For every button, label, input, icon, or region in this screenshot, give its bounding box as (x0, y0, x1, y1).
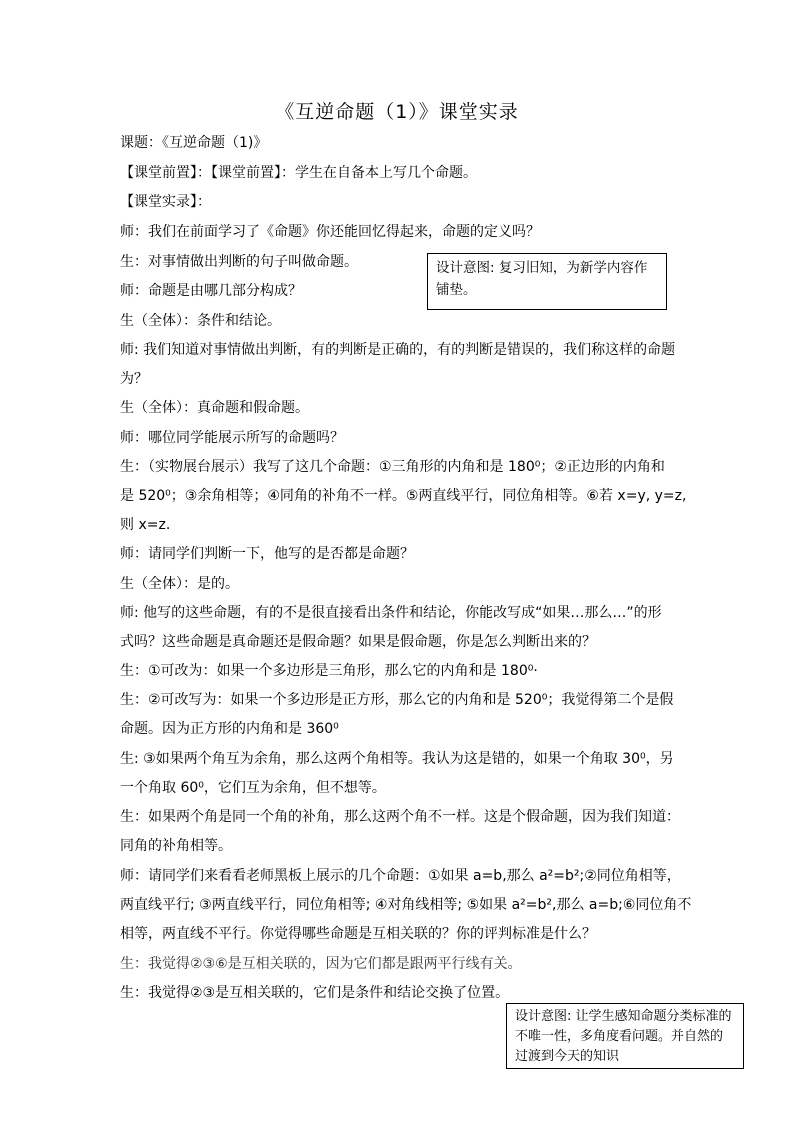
text-line: 生：我觉得②③是互相关联的，它们是条件和结论交换了位置。 (120, 985, 510, 1001)
text-line: 生（全体）：是的。 (120, 576, 239, 592)
text-line: 是 520⁰；③余角相等；④同角的补角不一样。⑤两直线平行，同位角相等。⑥若 x=y, y=z, (120, 488, 687, 504)
text-line: 生：（实物展台展示）我写了这几个命题：①三角形的内角和是 180⁰；②正边形的内角和 (120, 459, 665, 475)
design-intent-note: 设计意图: 让学生感知命题分类标准的不唯一性，多角度看问题。并自然的过渡到今天的知识 (506, 1003, 744, 1069)
document-title: 《互逆命题（1）》课堂实录 (275, 101, 519, 123)
text-line: 师: 他写的这些命题，有的不是很直接看出条件和结论，你能改写成“如果…那么…”的形 (120, 605, 662, 621)
text-line: 【课堂前置】：【课堂前置】：学生在自备本上写几个命题。 (120, 165, 477, 181)
text-line: 师：请同学们判断一下，他写的是否都是命题？ (120, 546, 414, 562)
text-line: 相等，两直线不平行。你觉得哪些命题是互相关联的？你的评判标准是什么？ (120, 926, 596, 942)
text-line: 生：②可改写为：如果一个多边形是正方形，那么它的内角和是 520⁰；我觉得第二个是假 (120, 692, 674, 708)
text-line: 生：我觉得②③⑥是互相关联的，因为它们都是跟两平行线有关。 (120, 956, 522, 972)
text-line: 生：对事情做出判断的句子叫做命题。 (120, 254, 358, 270)
text-line: 一个角取 60⁰，它们互为余角，但不想等。 (120, 780, 386, 796)
text-line: 生：如果两个角是同一个角的补角，那么这两个角不一样。这是个假命题，因为我们知道： (120, 809, 680, 825)
text-line: 师: 我们知道对事情做出判断，有的判断是正确的，有的判断是错误的，我们称这样的命题 (120, 342, 676, 358)
text-line: 则 x=z. (120, 517, 171, 533)
text-line: 师：请同学们来看看老师黑板上展示的几个命题：①如果 a=b,那么 a²=b²;②同位角相等， (120, 868, 681, 884)
text-line: 师：哪位同学能展示所写的命题吗？ (120, 430, 344, 446)
text-line: 师：我们在前面学习了《命题》你还能回忆得起来，命题的定义吗？ (120, 224, 540, 240)
text-line: 师：命题是由哪几部分构成？ (120, 283, 302, 299)
text-line: 式吗？这些命题是真命题还是假命题？如果是假命题，你是怎么判断出来的？ (120, 634, 596, 650)
text-line: 生：①可改为：如果一个多边形是三角形，那么它的内角和是 180⁰· (120, 663, 538, 679)
text-line: 生: ③如果两个角互为余角，那么这两个角相等。我认为这是错的，如果一个角取 30⁰，另 (120, 751, 674, 767)
text-line: 生（全体）：条件和结论。 (120, 313, 281, 329)
text-line: 两直线平行; ③两直线平行，同位角相等; ④对角线相等; ⑤如果 a²=b²,那么 a=b;⑥同位角不 (120, 897, 692, 913)
text-line: 同角的补角相等。 (120, 838, 232, 854)
design-intent-note: 设计意图: 复习旧知，为新学内容作铺垫。 (427, 253, 667, 310)
text-line: 为？ (120, 371, 148, 387)
text-line: 课题：《互逆命题（1)》 (120, 135, 268, 151)
text-line: 【课堂实录】： (120, 194, 211, 210)
text-line: 命题。因为正方形的内角和是 360⁰ (120, 721, 339, 737)
text-line: 生（全体）：真命题和假命题。 (120, 400, 309, 416)
